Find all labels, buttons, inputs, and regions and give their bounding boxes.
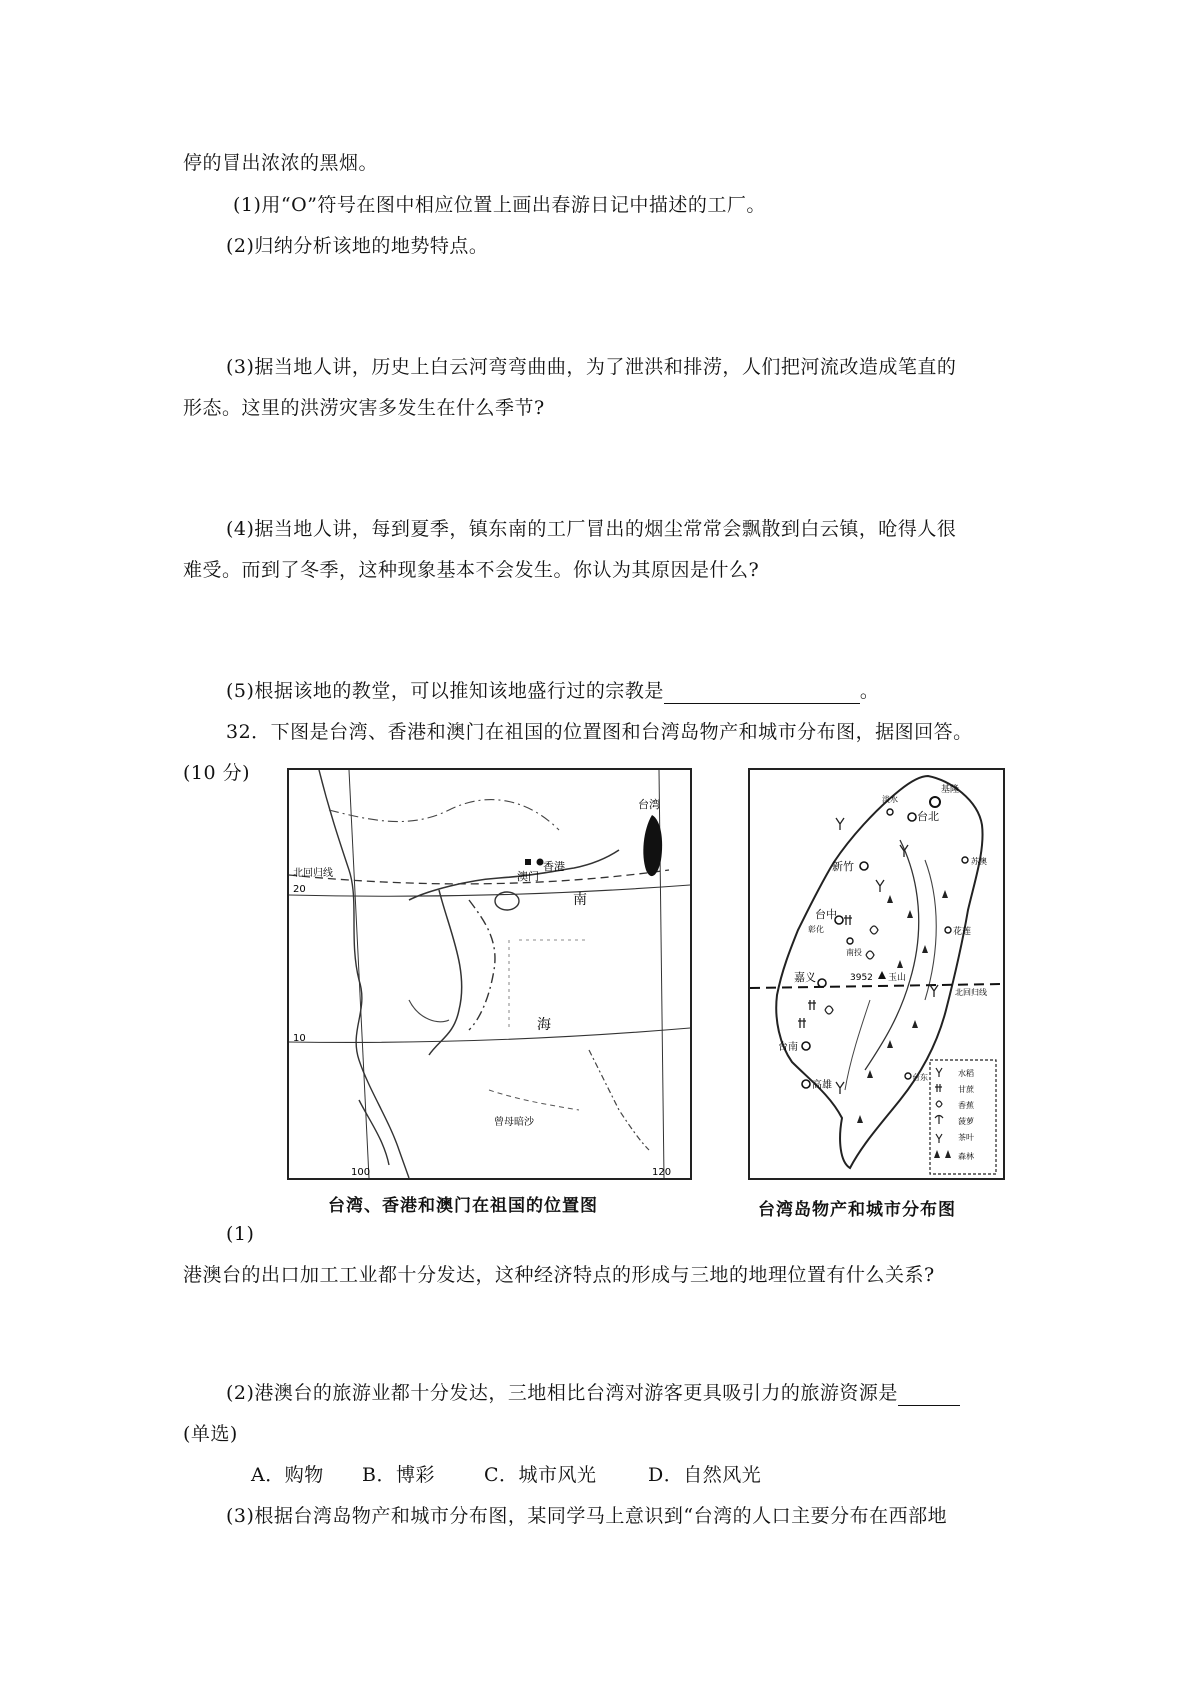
taiwan-products-drawing [750,770,1003,1178]
question-32-line-2: (10 分) [183,762,251,784]
label-changhua: 彰化 [808,925,824,934]
option-b[interactable]: B．博彩 [362,1464,435,1486]
label-reef: 曾母暗沙 [494,1117,534,1128]
question-32-line-1: 32．下图是台湾、香港和澳门在祖国的位置图和台湾岛物产和城市分布图，据图回答。 [226,721,973,743]
label-hsinchu: 新竹 [832,860,854,873]
question-2: (2)归纳分析该地的地势特点。 [226,235,489,257]
label-sea-sea: 海 [537,1017,551,1033]
label-lat-10: 10 [293,1033,306,1044]
legend-tea: 茶叶 [958,1133,974,1142]
label-lon-100: 100 [351,1167,371,1178]
sub-question-3: (3)根据台湾岛物产和城市分布图，某同学马上意识到“台湾的人口主要分布在西部地 [226,1505,948,1527]
question-4-line-2: 难受。而到了冬季，这种现象基本不会发生。你认为其原因是什么? [183,559,760,581]
label-hualien: 花莲 [953,927,972,937]
label-chiayi: 嘉义 [794,971,816,984]
question-3-line-1: (3)据当地人讲，历史上白云河弯弯曲曲，为了泄洪和排涝，人们把河流改造成笔直的 [226,356,957,378]
sub-question-1: 港澳台的出口加工工业都十分发达，这种经济特点的形成与三地的地理位置有什么关系? [183,1264,935,1286]
sub-question-2-text: (2)港澳台的旅游业都十分发达，三地相比台湾对游客更具吸引力的旅游资源是 [226,1382,898,1404]
label-keelung: 基隆 [941,785,960,795]
option-a[interactable]: A．购物 [251,1464,324,1486]
label-tropic: 北回归线 [293,868,333,879]
sub-question-2-line-2: (单选) [183,1423,238,1445]
label-suao: 苏澳 [971,857,987,866]
label-kaohsiung: 高雄 [812,1080,832,1091]
label-nantou: 南投 [846,948,862,957]
label-danshui: 淡水 [882,795,898,804]
text-line-continuation: 停的冒出浓浓的黑烟。 [183,152,379,174]
label-taitung: 台东 [912,1073,928,1082]
label-taichung: 台中 [815,908,837,921]
question-4-line-1: (4)据当地人讲，每到夏季，镇东南的工厂冒出的烟尘常常会飘散到白云镇，呛得人很 [226,518,957,540]
label-taipei: 台北 [917,810,939,823]
taiwan-products-map-caption: 台湾岛物产和城市分布图 [758,1200,956,1220]
answer-blank[interactable] [664,683,860,704]
label-tainan: 台南 [778,1042,798,1053]
label-taiwan: 台湾 [638,798,660,811]
question-5-text: (5)根据该地的教堂，可以推知该地盛行过的宗教是 [226,680,664,702]
legend-sugarcane: 甘蔗 [958,1085,974,1094]
question-3-line-2: 形态。这里的洪涝灾害多发生在什么季节? [183,397,545,419]
label-hongkong: 香港 [543,860,565,873]
question-5 [226,678,879,704]
label-lon-120: 120 [652,1167,672,1178]
label-tropic-taiwan: 北回归线 [955,988,987,997]
label-lat-20: 20 [293,884,306,895]
location-map [287,768,692,1180]
legend-rice: 水稻 [958,1069,974,1078]
label-macau: 澳门 [517,870,539,883]
question-5-end: 。 [859,680,880,702]
label-yushan-height: 3952 [850,973,873,983]
legend-pineapple: 菠萝 [958,1117,974,1126]
taiwan-products-map [748,768,1005,1180]
answer-blank-2[interactable] [898,1385,960,1406]
question-1: (1)用“O”符号在图中相应位置上画出春游日记中描述的工厂。 [233,194,766,216]
option-d[interactable]: D．自然风光 [648,1464,762,1486]
label-sea-south: 南 [573,892,587,908]
legend-banana: 香蕉 [958,1101,974,1110]
legend-forest: 森林 [958,1152,974,1161]
macau-marker [525,859,531,865]
sub-question-2-line-1 [226,1380,960,1406]
sub-question-1-number: (1) [226,1223,255,1245]
location-map-drawing [289,770,690,1178]
location-map-caption: 台湾、香港和澳门在祖国的位置图 [328,1196,598,1216]
option-c[interactable]: C．城市风光 [484,1464,597,1486]
label-yushan: 玉山 [888,973,907,983]
